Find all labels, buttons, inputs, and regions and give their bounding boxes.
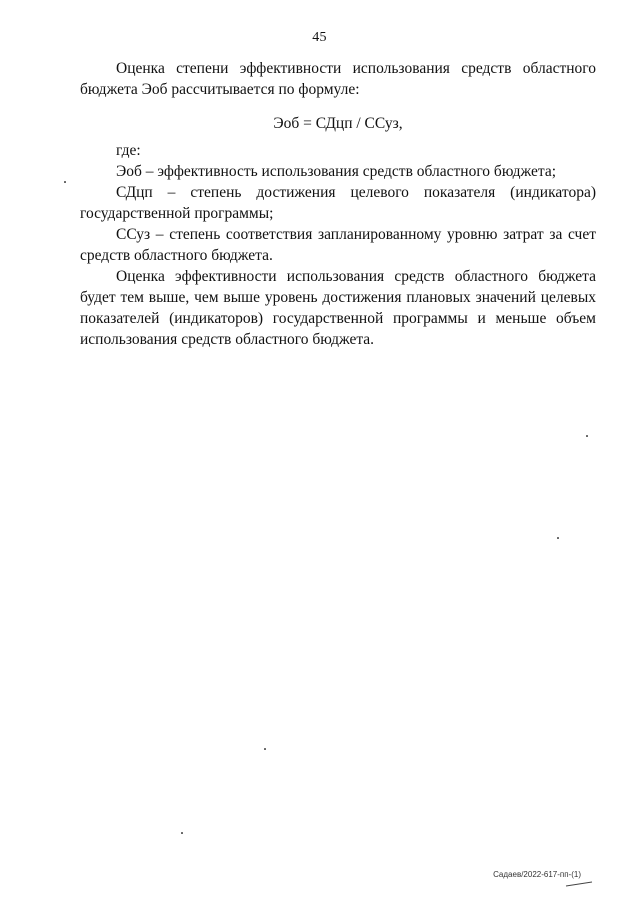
- conclusion-paragraph: Оценка эффективности использования средств областного бюджета будет тем выше, чем выше уровень достижения плановых значений целевых показателей (индикаторов) государственной программы и меньше объем использования средств областного бюджета.: [80, 268, 596, 348]
- where-label: где:: [116, 142, 141, 159]
- scan-speck: [264, 748, 266, 750]
- scan-speck: [181, 832, 183, 834]
- page-number: 45: [312, 30, 327, 45]
- definition-ssuz: ССуз – степень соответствия запланированному уровню затрат за счет средств областного бюджета.: [80, 226, 596, 264]
- document-code: Садаев/2022-617-пп-(1): [493, 870, 581, 879]
- definition-eob: Эоб – эффективность использования средств областного бюджета;: [116, 163, 557, 180]
- signature-mark: [565, 880, 593, 888]
- intro-paragraph: Оценка степени эффективности использования средств областного бюджета Эоб рассчитывается по формуле:: [80, 60, 596, 98]
- scan-speck: [557, 537, 559, 539]
- scan-speck: [64, 181, 66, 183]
- document-body: [80, 58, 596, 350]
- scan-speck: [586, 435, 588, 437]
- definition-sdcp: СДцп – степень достижения целевого показателя (индикатора) государственной программы;: [80, 184, 596, 222]
- formula: Эоб = СДцп / ССуз,: [273, 115, 403, 132]
